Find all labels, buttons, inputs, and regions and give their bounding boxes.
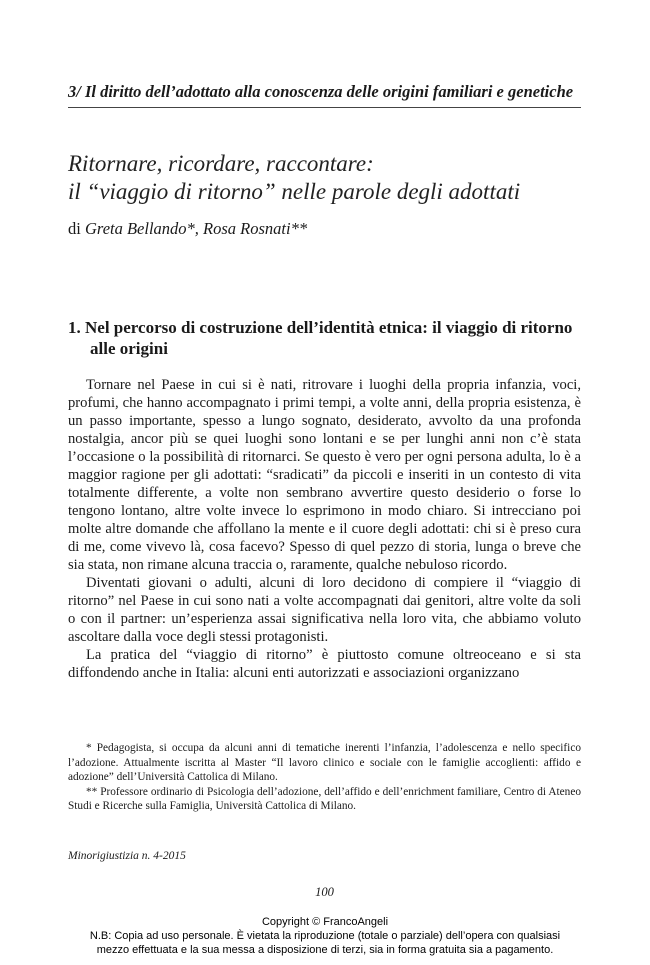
footnote: * Pedagogista, si occupa da alcuni anni di tematiche inerenti l’infanzia, l’adolescenza e nello specifico l’adozione. Attualmente iscritta al Master “Il lavoro clinico e sociale con le famiglie accoglienti: affido e adozione” dell’Università Cattolica di Milano. [68, 742, 581, 783]
body-paragraph: La pratica del “viaggio di ritorno” è piuttosto comune oltreoceano e si sta diffondendo anche in Italia: alcuni enti autorizzati e associazioni organizzano [68, 647, 581, 681]
page-number: 100 [315, 885, 334, 899]
article-title-line-2: il “viaggio di ritorno” nelle parole degli adottati [68, 179, 521, 204]
body-paragraph: Tornare nel Paese in cui si è nati, ritrovare i luoghi della propria infanzia, voci, profumi, che hanno accompagnato i primi tempi, a volte anni, della propria esistenza, è un passo importante, spesso a lungo sognato, desiderato, avvolto da una profonda nostalgia, ancor più se quei luoghi sono lontani e se per lunghi anni non c’è stata l’occasione o la possibilità di ritornarci. Se questo è vero per ogni persona adulta, lo è a maggior ragione per gli adottati: “sradicati” da piccoli e inseriti in un contesto di vita totalmente differente, a volte non sembrano avvertire questo desiderio o forse lo tengono lontano, altre volte invece lo esprimono in modo chiaro. Si intrecciano poi molte altre domande che affollano la mente e il cuore degli adottati: chi si è preso cura di me, come vivevo là, cosa facevo? Spesso di quel pezzo di storia, lunga o breve che sia stata, non rimane alcuna traccia o, raramente, qualche nebuloso ricordo. [68, 377, 581, 573]
body-text [68, 376, 581, 682]
authors-prefix: di [68, 219, 81, 238]
journal-reference: Minorigiustizia n. 4-2015 [68, 850, 186, 862]
footnotes [68, 741, 581, 814]
copyright-notice [0, 915, 650, 957]
body-paragraph: Diventati giovani o adulti, alcuni di loro decidono di compiere il “viaggio di ritorno” nel Paese in cui sono nati a volte accompagnati dai genitori, altre volte da soli o con il partner: un’esperienza assai significativa nella loro vita, che abbiamo voluto ascoltare dalla voce degli stessi protagonisti. [68, 575, 581, 645]
copyright-line: N.B: Copia ad uso personale. È vietata la riproduzione (totale o parziale) dell’opera con qualsiasi [89, 930, 561, 942]
article-title-line-1: Ritornare, ricordare, raccontare: [68, 151, 374, 176]
section-heading: 1. Nel percorso di costruzione dell’identità etnica: il viaggio di ritorno alle origini [68, 318, 573, 358]
authors [68, 219, 307, 239]
article-title [68, 150, 581, 206]
footnote: ** Professore ordinario di Psicologia dell’adozione, dell’affido e dell’enrichment familiare, Centro di Ateneo Studi e Ricerche sulla Famiglia, Università Cattolica di Milano. [68, 785, 581, 812]
copyright-line: mezzo effettuata e la sua messa a disposizione di terzi, sia in forma gratuita sia a pagamento. [96, 944, 554, 956]
authors-names: Greta Bellando*, Rosa Rosnati** [84, 219, 308, 238]
section-header: 3/ Il diritto dell’adottato alla conoscenza delle origini familiari e genetiche [68, 81, 581, 108]
copyright-line: Copyright © FrancoAngeli [261, 916, 389, 928]
